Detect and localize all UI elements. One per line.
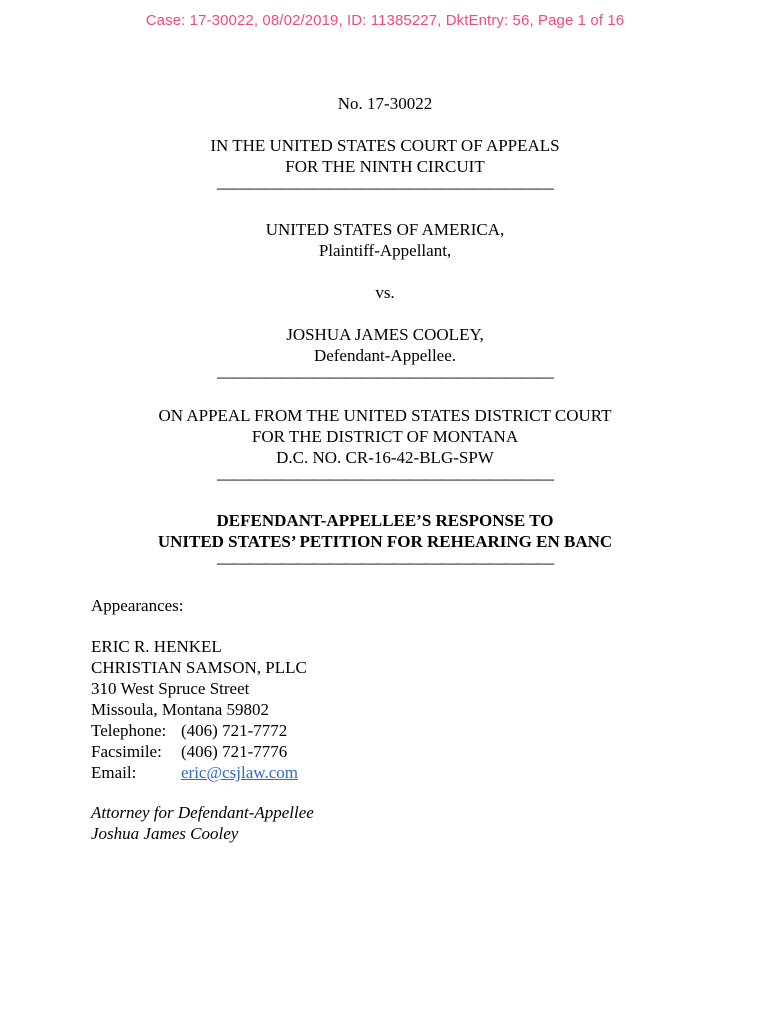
telephone-label: Telephone: xyxy=(91,721,167,740)
separator-rule: ————————————————————— xyxy=(217,553,553,572)
facsimile-row xyxy=(91,741,307,762)
defendant-block xyxy=(0,324,770,387)
attorney-contact-block xyxy=(91,636,307,783)
appeal-line-2: FOR THE DISTRICT OF MONTANA xyxy=(251,427,519,446)
plaintiff-name: UNITED STATES OF AMERICA, xyxy=(265,220,505,239)
telephone-value: (406) 721-7772 xyxy=(181,721,288,740)
case-number xyxy=(0,93,770,114)
facsimile-value: (406) 721-7776 xyxy=(181,742,288,761)
email-link[interactable]: eric@csjlaw.com xyxy=(181,763,298,782)
defendant-role: Defendant-Appellee. xyxy=(313,346,457,365)
document-title xyxy=(0,510,770,573)
attorney-name: ERIC R. HENKEL xyxy=(91,637,222,656)
appeal-block xyxy=(0,405,770,489)
city-state-zip: Missoula, Montana 59802 xyxy=(91,700,270,719)
document-title-line-1: DEFENDANT-APPELLEE’S RESPONSE TO xyxy=(216,511,554,530)
separator-rule: ————————————————————— xyxy=(217,178,553,197)
separator-rule: ————————————————————— xyxy=(217,367,553,386)
versus-text: vs. xyxy=(375,283,395,302)
counsel-role: Attorney for Defendant-Appellee xyxy=(91,803,314,822)
court-line-2: FOR THE NINTH CIRCUIT xyxy=(285,157,485,176)
court-line-1: IN THE UNITED STATES COURT OF APPEALS xyxy=(210,136,560,155)
street-address: 310 West Spruce Street xyxy=(91,679,250,698)
case-number-text: No. 17-30022 xyxy=(337,94,433,113)
appearances-label: Appearances: xyxy=(91,596,184,615)
separator-rule: ————————————————————— xyxy=(217,469,553,488)
versus-line xyxy=(0,282,770,303)
court-caption xyxy=(0,135,770,198)
facsimile-label: Facsimile: xyxy=(91,742,162,761)
firm-name: CHRISTIAN SAMSON, PLLC xyxy=(91,658,307,677)
docket-header-stamp: Case: 17-30022, 08/02/2019, ID: 11385227, DktEntry: 56, Page 1 of 16 xyxy=(145,12,625,29)
document-title-line-2: UNITED STATES’ PETITION FOR REHEARING EN BANC xyxy=(157,532,613,551)
email-row xyxy=(91,762,307,783)
telephone-row xyxy=(91,720,307,741)
appeal-line-1: ON APPEAL FROM THE UNITED STATES DISTRICT COURT xyxy=(158,406,612,425)
appeal-line-3: D.C. NO. CR-16-42-BLG-SPW xyxy=(276,448,494,467)
plaintiff-role: Plaintiff-Appellant, xyxy=(318,241,452,260)
email-label: Email: xyxy=(91,763,137,782)
client-name: Joshua James Cooley xyxy=(91,824,239,843)
plaintiff-block xyxy=(0,219,770,261)
counsel-for-block xyxy=(91,802,314,844)
defendant-name: JOSHUA JAMES COOLEY, xyxy=(286,325,484,344)
